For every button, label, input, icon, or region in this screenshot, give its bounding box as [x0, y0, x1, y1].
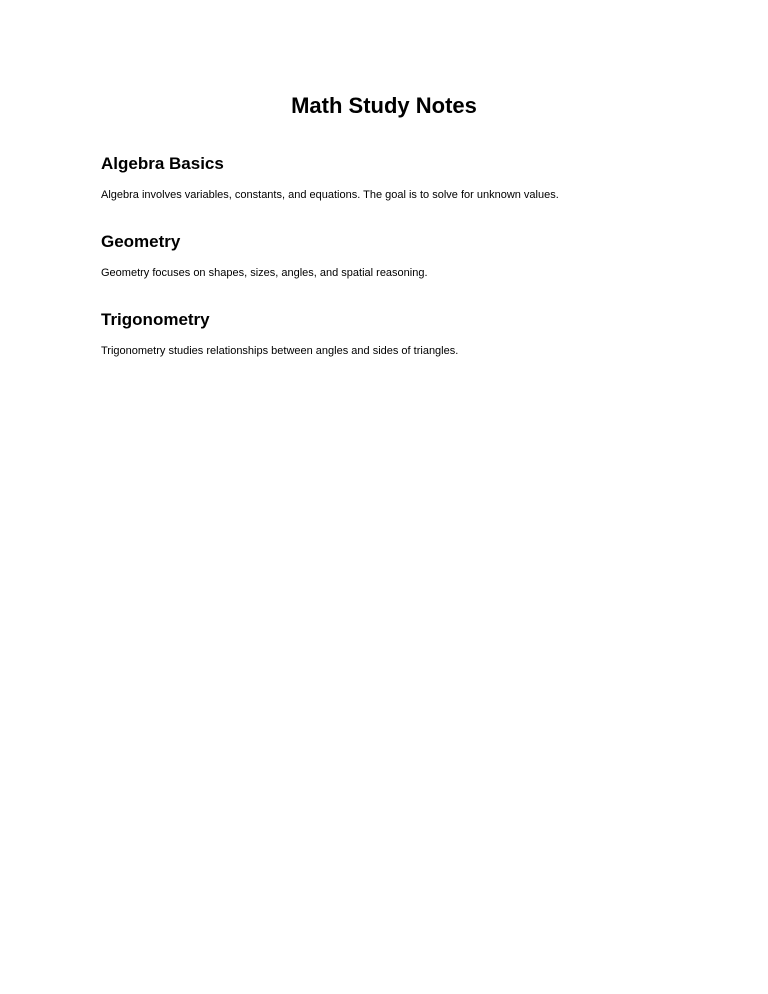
section-heading: Geometry — [101, 232, 181, 251]
section-body: Algebra involves variables, constants, and equations. The goal is to solve for unknown values. — [101, 189, 559, 201]
section-geometry — [101, 231, 721, 280]
section-trigonometry — [101, 309, 721, 358]
section-heading: Algebra Basics — [101, 154, 224, 173]
page-title: Math Study Notes — [291, 93, 477, 118]
section-body: Trigonometry studies relationships between angles and sides of triangles. — [101, 345, 459, 357]
section-heading: Trigonometry — [101, 310, 210, 329]
section-algebra-basics — [101, 153, 721, 202]
section-body: Geometry focuses on shapes, sizes, angles, and spatial reasoning. — [101, 267, 428, 279]
